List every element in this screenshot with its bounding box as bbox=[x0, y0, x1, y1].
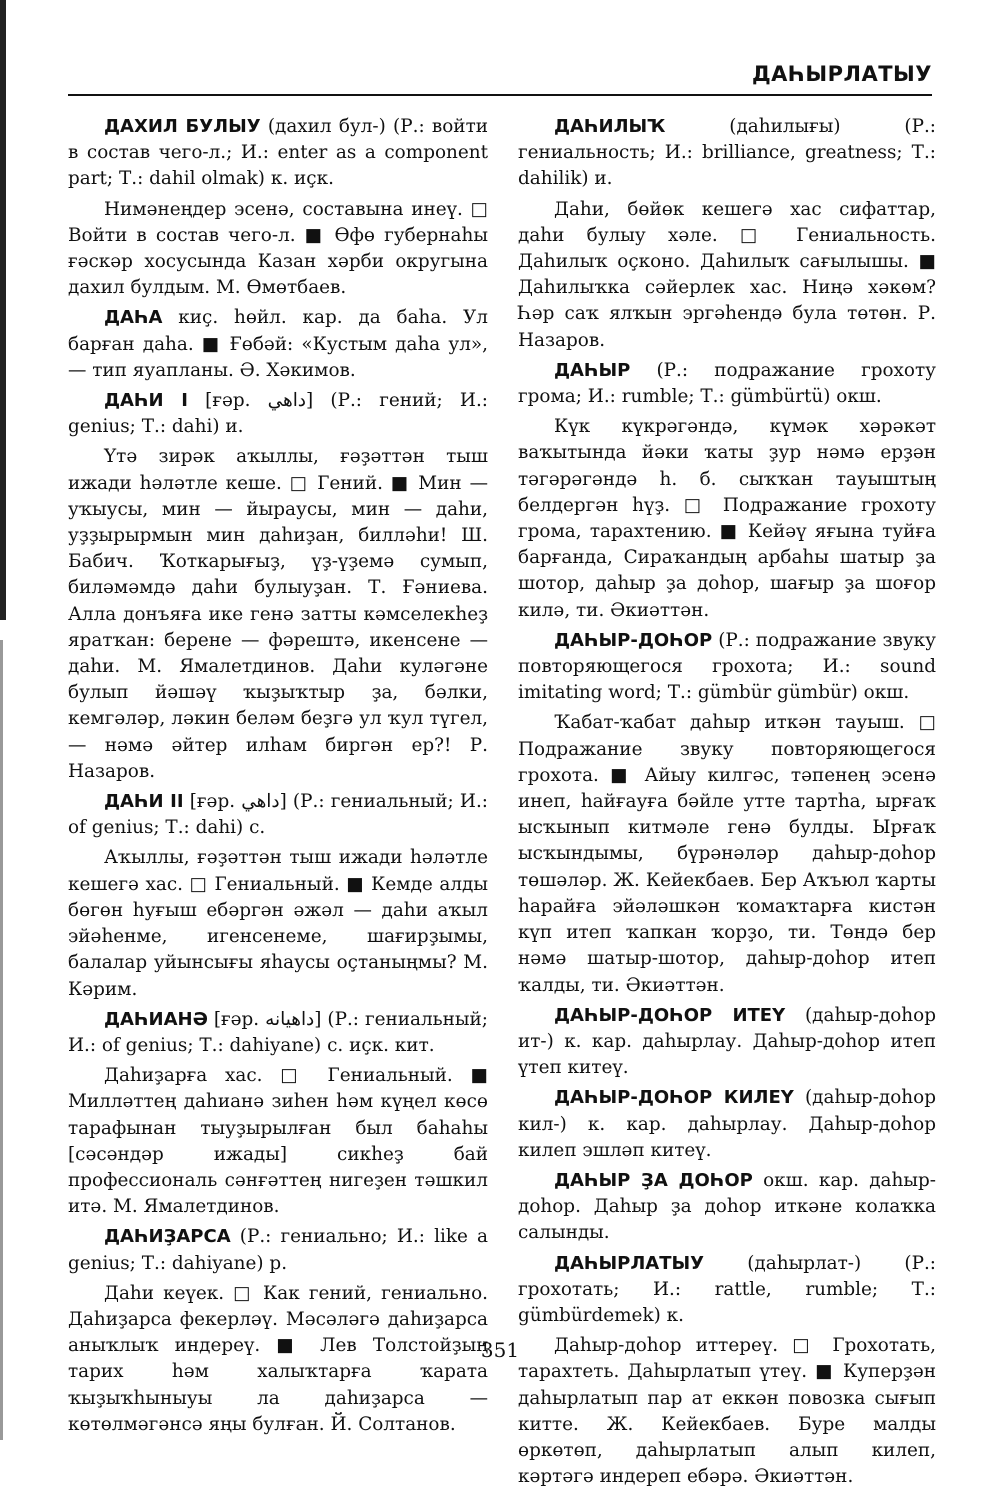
headword: ДАҺИЛЫҠ bbox=[554, 116, 666, 137]
entry-definition bbox=[518, 197, 936, 354]
headword: ДАХИЛ БУЛЫУ bbox=[104, 116, 261, 137]
entry-dahi-1 bbox=[68, 388, 488, 440]
headword: ДАҺИ II bbox=[104, 791, 184, 813]
headword: ДАҺЫР-ДОҺОР КИЛЕҮ bbox=[554, 1087, 794, 1109]
headword: ДАҺИ I bbox=[104, 390, 188, 412]
binding-edge-shadow bbox=[0, 640, 3, 1440]
entry-dahi-2 bbox=[68, 789, 488, 841]
headword: ДАҺЫР-ДОҺОР bbox=[554, 629, 713, 651]
entry-dahyr-dohor-kileu bbox=[518, 1085, 936, 1164]
headword: ДАҺЫР bbox=[554, 359, 631, 381]
headword: ДАҺИАНӘ bbox=[104, 1008, 208, 1030]
entry-text: Даһиҙарға хас. □ Гениальный. ■ Милләттең даһианә зиһен һәм күңел көсө тарафынан тыуҙырылған был баһаһы [сәсәндәр ижады] сикһеҙ бай профессиональ сәнғәттең нигеҙен тәшкил итә. М. Ямалетдинов. bbox=[68, 1065, 488, 1218]
entry-dahyr bbox=[518, 358, 936, 410]
entry-definition bbox=[518, 414, 936, 624]
entry-text: Даһи кеүек. □ Как гений, гениально. Даһиҙарса фекерләү. Мәсәләгә даһиҙарса аныҡлыҡ индереү. ■ Лев Толстойҙың тарих һәм халыҡтарға ҡарата ҡыҙыҡһыныуы ла даһиҙарса — көтөлмәгәнсә яңы булған. Й. Солтанов. bbox=[68, 1282, 488, 1435]
entry-daha bbox=[68, 305, 488, 384]
entry-text: Күк күкрәгәндә, күмәк хәрәкәт ваҡытында йәки ҡаты ҙур нәмә ерҙән тәгәрәгәндә һ. б. сыҡҡан тауыштың белдергән һүҙ. □ Подражание грохоту грома, тарахтению. ■ Кейәү яғына туйға барғанда, Сираҡандың арбаһы шатыр ҙа шотор, даһыр ҙа доһор, шағыр ҙа шоғор килә, ти. Әкиәттән. bbox=[518, 416, 936, 621]
headword: ДАҺЫР-ДОҺОР ИТЕҮ bbox=[554, 1004, 786, 1026]
entry-dakhil-buluu bbox=[68, 114, 488, 193]
entry-text: [ғәр. داهيانه] (Р.: гениальный; И.: of genius; Т.: dahiyane) с. иҫк. кит. bbox=[68, 1008, 488, 1056]
entry-text: Даһи, бөйөк кешегә хас сифаттар, даһи булыу хәле. □ Гениальность. Даһилыҡ оҫконо. Даһилыҡ сағылышы. ■ Даһилыҡка сәйерлек хас. Ниңә хәкөм? Һәр саҡ ялҡын эргәһендә була төтөн. Р. Назаров. bbox=[518, 198, 936, 351]
entry-text: (дахил бул-) (Р.: войти в состав чего-л.; И.: enter as a component part; Т.: dahil olmak) к. иҫк. bbox=[68, 116, 488, 190]
entry-dahyr-za-dohor bbox=[518, 1168, 936, 1247]
entry-text: (Р.: подражание звуку повторяющегося грохота; И.: sound imitating word; Т.: gümbür gümbür) окш. bbox=[518, 629, 936, 704]
headword: ДАҺЫР ҘА ДОҺОР bbox=[554, 1169, 753, 1191]
entry-definition bbox=[68, 197, 488, 302]
entry-text: киҫ. һөйл. кар. да баһа. Ул барған даһа. ■ Ғөбәй: «Кустым даһа ул», — тип яуапланы. Ә. Хәкимов. bbox=[68, 307, 488, 381]
entry-text: (даһилығы) (Р.: гениальность; И.: brilliance, greatness; Т.: dahilik) и. bbox=[518, 116, 936, 190]
left-column bbox=[68, 114, 488, 1442]
entry-text: [ғәр. داهي] (Р.: гений; И.: genius; Т.: dahi) и. bbox=[68, 390, 488, 438]
page-number: 351 bbox=[480, 1338, 520, 1362]
entry-text: окш. кар. даһыр-доһор. Даһыр ҙа доһор иткәне колаҡка салынды. bbox=[518, 1169, 936, 1244]
entry-text: Аҡыллы, ғәҙәттән тыш ижади һәләтле кешегә хас. □ Гениальный. ■ Кемде алды бөгөн һуғыш ебәргән әжәл — даһи аҡыл эйәһенме, игенсенеме, шағирҙымы, балалар уйынсығы яһаусы оҫтаныңмы? М. Кәрим. bbox=[68, 847, 488, 1000]
entry-dahizarsa bbox=[68, 1224, 488, 1276]
entry-text: [ғәр. داهي] (Р.: гениальный; И.: of genius; Т.: dahi) с. bbox=[68, 791, 489, 839]
entry-dahyr-dohor bbox=[518, 628, 936, 707]
entry-text: (даһыр-доһор ит-) к. кар. даһырлау. Даһыр-доһор итеп үтеп китеү. bbox=[518, 1004, 936, 1079]
entry-definition bbox=[68, 1063, 488, 1220]
running-head: ДАҺЫРЛАТЫУ bbox=[751, 62, 932, 86]
headword: ДАҺЫРЛАТЫУ bbox=[554, 1252, 705, 1274]
binding-edge bbox=[0, 0, 6, 620]
entry-text: (Р.: гениально; И.: like a genius; Т.: dahiyane) р. bbox=[68, 1226, 488, 1274]
headword: ДАҺА bbox=[104, 307, 163, 329]
entry-dahiane bbox=[68, 1007, 488, 1059]
entry-text: (даһыр-доһор кил-) к. кар. даһырлау. Даһыр-доһор килеп эшләп китеү. bbox=[518, 1087, 936, 1161]
header-rule bbox=[68, 94, 932, 96]
entry-text: Нимәнеңдер эсенә, составына инеү. □ Войти в состав чего-л. ■ Өфө губернаһы ғәскәр хосусында Казан хәрби округына дахил булдым. М. Өмөтбаев. bbox=[68, 198, 488, 299]
entry-definition bbox=[518, 710, 936, 998]
entry-text: (даһырлат-) (Р.: грохотать; И.: rattle, rumble; Т.: gümbürdemek) к. bbox=[518, 1252, 936, 1326]
headword: ДАҺИҘАРСА bbox=[104, 1226, 231, 1248]
entry-text: Үтә зирәк аҡыллы, ғәҙәттән тыш ижади һәләтле кеше. □ Гений. ■ Мин — уҡыусы, мин — йыраусы, мин — даһи, уҙҙырырмын мин даһиҙан, билләһи! Ш. Бабич. Ҡоткарығыҙ, үҙ-үҙемә сумып, биләмәмдә даһи булыуҙан. Т. Ғәниева. Алла донъяға ике генә затты кәмселекһеҙ яратҡан: берене — фәрештә, икенсене — даһи. М. Ямалетдинов. Даһи куләгәне булып йәшәү ҡыҙыҡтыр ҙа, бәлки, кемгәләр, ләкин беләм беҙгә ул ҡул түгел, — нәмә әйтер илһам биргән ер?! Р. Назаров. bbox=[68, 446, 488, 782]
entry-text: Ҡабат-ҡабат даһыр иткән тауыш. □ Подражание звуку повторяющегося грохота. ■ Айыу килгәс, тәпенең эсенә инеп, һайғауға бәйле утте тартһа, ырғаҡ ысҡынып китмәле генә булды. Ырғаҡ ысҡындымы, бүрәнәләр даһыр-доһор төшәләр. Ж. Кейекбаев. Бер Аҡъюл ҡарты һарайға эйәләшкән ҡомаҡтарға кистән күп итеп ҡапкан ҡорҙо, ти. Төндә бер нәмә шатыр-шотор, даһыр-доһор итеп ҡалды, ти. Әкиәттән. bbox=[518, 712, 936, 996]
entry-definition bbox=[68, 444, 488, 785]
entry-dahilyk bbox=[518, 114, 936, 193]
entry-dahyr-dohor-iteu bbox=[518, 1003, 936, 1082]
entry-text: Даһыр-доһор иттереү. □ Грохотать, тарахтеть. Даһырлатып үтеү. ■ Куперҙән даһырлатып пар ат еккән повозка сығып китте. Ж. Кейекбаев. Буре малды өркөтөп, даһырлатып алып килеп, кәртәгә индереп ебәрә. Әкиәттән. bbox=[518, 1335, 936, 1488]
entry-definition bbox=[68, 845, 488, 1002]
entry-text: (Р.: подражание грохоту грома; И.: rumble; Т.: gümbürtü) окш. bbox=[518, 359, 936, 408]
entry-dahyrlatyu bbox=[518, 1251, 936, 1330]
right-column bbox=[518, 114, 936, 1494]
